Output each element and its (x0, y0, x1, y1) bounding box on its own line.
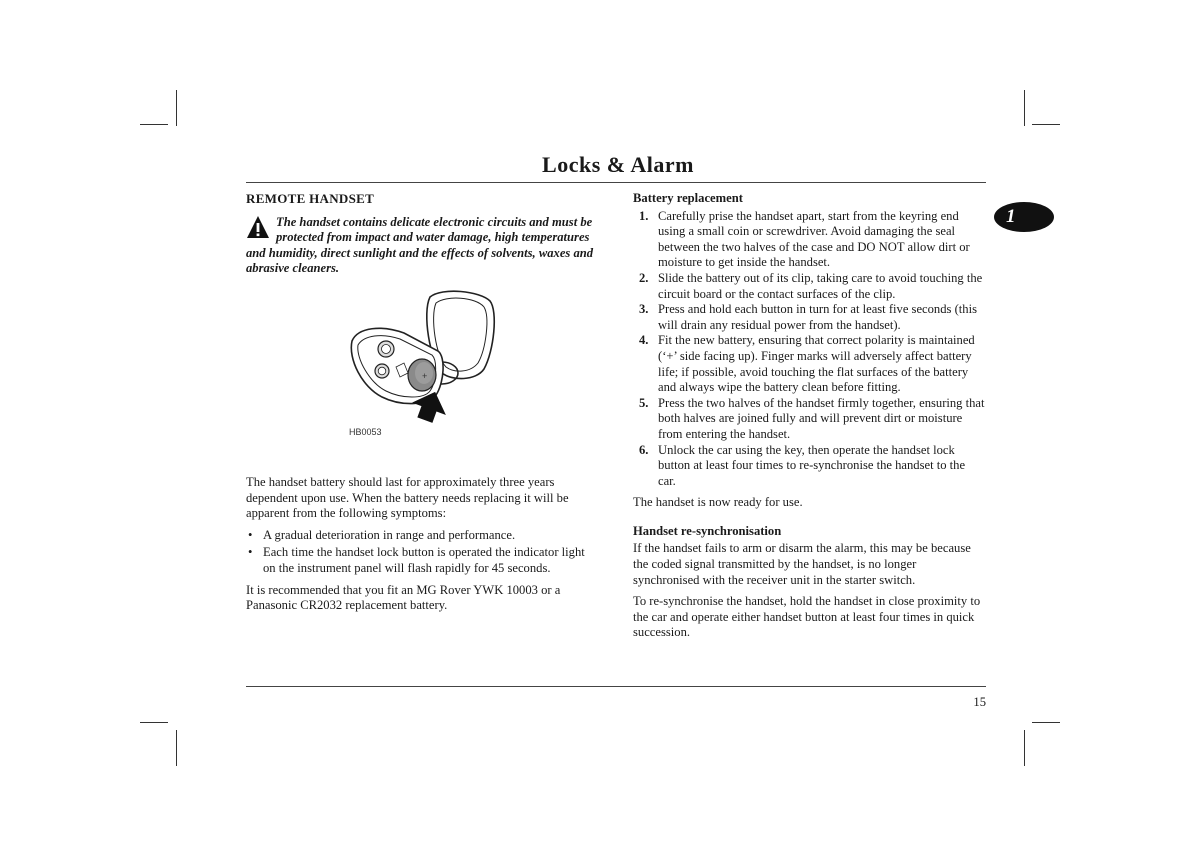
step-text: Slide the battery out of its clip, taking care to avoid touching the circuit board or the contact surfaces of the clip. (658, 270, 983, 301)
step-text: Press and hold each button in turn for at least five seconds (this will drain any residual power from the handset). (658, 302, 977, 332)
warning-note (246, 215, 598, 277)
page-title: Locks & Alarm (542, 152, 694, 177)
left-column (246, 191, 598, 620)
svg-text:+: + (422, 370, 428, 381)
crop-mark (1032, 124, 1060, 125)
right-column (633, 191, 985, 647)
step-text: Unlock the car using the key, then operate the handset lock button at least four times to re-synchronise the handset to the car. (658, 442, 966, 488)
list-item: • Each time the handset lock button is operated the indicator light on the instrument panel will flash rapidly for 45 seconds. (246, 545, 598, 576)
section-heading: REMOTE HANDSET (246, 191, 375, 206)
step-item (633, 271, 985, 302)
step-number: 6. (639, 442, 649, 457)
list-item: • A gradual deterioration in range and performance. (246, 528, 598, 544)
handset-illustration (342, 287, 512, 427)
step-number: 4. (639, 333, 649, 348)
symptom-list (246, 528, 598, 577)
warning-triangle-icon (246, 215, 270, 239)
step-item (633, 396, 985, 443)
step-text: Fit the new battery, ensuring that correct polarity is maintained (‘+’ side facing up). Finger marks will adversely affect battery life; if possible, avoid touching the flat surfaces of the battery and always wipe the battery clean before fitting. (658, 333, 975, 395)
page-number: 15 (973, 695, 986, 709)
chapter-tab: 1 (994, 202, 1054, 232)
step-number: 2. (639, 270, 649, 285)
step-item (633, 302, 985, 333)
crop-mark (140, 124, 168, 125)
step-text: Press the two halves of the handset firmly together, ensuring that both halves are joined fully and will prevent dirt or moisture from entering the handset. (658, 395, 985, 441)
step-number: 5. (639, 395, 649, 410)
crop-mark (1024, 90, 1025, 126)
crop-mark (140, 722, 168, 723)
ready-paragraph: The handset is now ready for use. (633, 495, 803, 510)
battery-steps (633, 209, 985, 490)
footer-rule (246, 686, 986, 687)
figure-code: HB0053 (349, 426, 382, 437)
step-item (633, 333, 985, 395)
header-rule (246, 182, 986, 183)
resync-paragraph: If the handset fails to arm or disarm the alarm, this may be because the coded signal transmitted by the handset, is no longer synchronised with the receiver unit in the starter switch. (633, 541, 971, 587)
step-item (633, 443, 985, 490)
step-number: 3. (639, 302, 649, 317)
crop-mark (176, 730, 177, 766)
step-item (633, 209, 985, 271)
crop-mark (176, 90, 177, 126)
step-number: 1. (639, 208, 649, 223)
warning-text: The handset contains delicate electronic circuits and must be protected from impact and water damage, high temperatures and humidity, direct sunlight and the effects of solvents, waxes and abrasive cleaners. (246, 214, 594, 276)
recommendation-paragraph: It is recommended that you fit an MG Rover YWK 10003 or a Panasonic CR2032 replacement battery. (246, 582, 561, 613)
handset-figure (246, 287, 598, 469)
crop-mark (1024, 730, 1025, 766)
crop-mark (1032, 722, 1060, 723)
intro-paragraph: The handset battery should last for approximately three years dependent upon use. When the battery needs replacing it will be apparent from the following symptoms: (246, 474, 569, 521)
battery-replacement-heading: Battery replacement (633, 191, 743, 205)
resync-heading: Handset re-synchronisation (633, 523, 782, 538)
step-text: Carefully prise the handset apart, start from the keyring end using a small coin or screwdriver. Avoid damaging the seal between the two halves of the case and DO NOT allow dirt or moisture to get inside the handset. (658, 208, 970, 270)
resync-paragraph: To re-synchronise the handset, hold the handset in close proximity to the car and operate either handset button at least four times in quick succession. (633, 594, 981, 640)
